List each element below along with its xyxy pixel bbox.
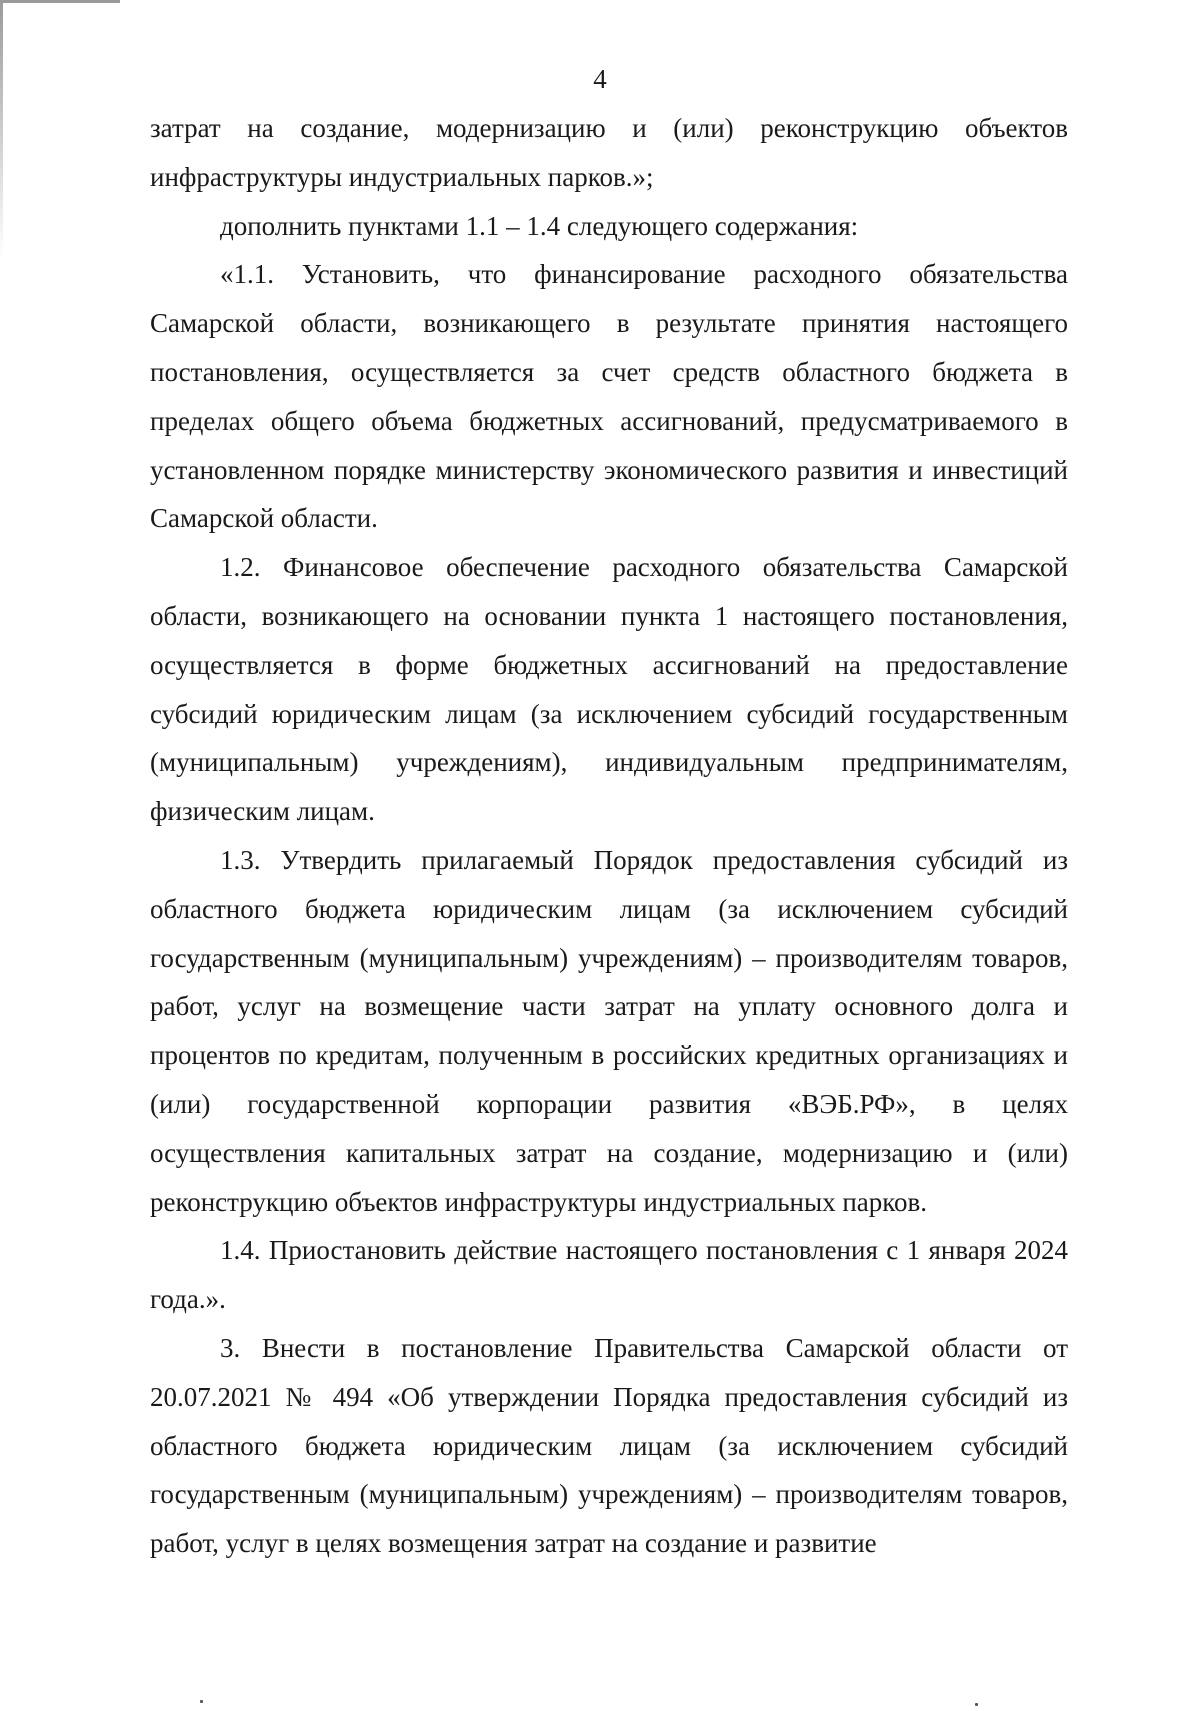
page-number: 4 xyxy=(593,64,607,94)
document-body xyxy=(150,104,1068,1568)
paragraph-1-3: 1.3. Утвердить прилагаемый Порядок предоставления субсидий из областного бюджета юридическим лицам (за исключением субсидий государственным (муниципальным) учреждениям) – производителям товаров, работ, услуг на возмещение части затрат на уплату основного долга и процентов по кредитам, полученным в российских кредитных организациях и (или) государственной корпорации развития «ВЭБ.РФ», в целях осуществления капитальных затрат на создание, модернизацию и (или) реконструкцию объектов инфраструктуры индустриальных парков. xyxy=(150,844,1068,1217)
scan-speck xyxy=(200,1700,203,1703)
scan-edge-left xyxy=(0,0,3,260)
paragraph-1-1: «1.1. Установить, что финансирование расходного обязательства Самарской области, возникающего в результате принятия настоящего постановления, осуществляется за счет средств областного бюджета в пределах общего объема бюджетных ассигнований, предусматриваемого в установленном порядке министерству экономического развития и инвестиций Самарской области. xyxy=(150,259,1068,534)
scan-speck xyxy=(975,1703,978,1706)
paragraph-continuation: затрат на создание, модернизацию и (или) реконструкцию объектов инфраструктуры индустриальных парков.»; xyxy=(150,113,1068,192)
scan-edge-top xyxy=(0,0,120,3)
paragraph-1-2: 1.2. Финансовое обеспечение расходного обязательства Самарской области, возникающего на основании пункта 1 настоящего постановления, осуществляется в форме бюджетных ассигнований на предоставление субсидий юридическим лицам (за исключением субсидий государственным (муниципальным) учреждениям), индивидуальным предпринимателям, физическим лицам. xyxy=(150,552,1068,827)
paragraph-3: 3. Внести в постановление Правительства Самарской области от 20.07.2021 № 494 «Об утверждении Порядка предоставления субсидий из областного бюджета юридическим лицам (за исключением субсидий государственным (муниципальным) учреждениям) – производителям товаров, работ, услуг в целях возмещения затрат на создание и развитие xyxy=(150,1332,1068,1559)
paragraph-1-4: 1.4. Приостановить действие настоящего постановления с 1 января 2024 года.». xyxy=(150,1235,1068,1315)
paragraph-amendment-intro: дополнить пунктами 1.1 – 1.4 следующего содержания: xyxy=(220,210,859,241)
